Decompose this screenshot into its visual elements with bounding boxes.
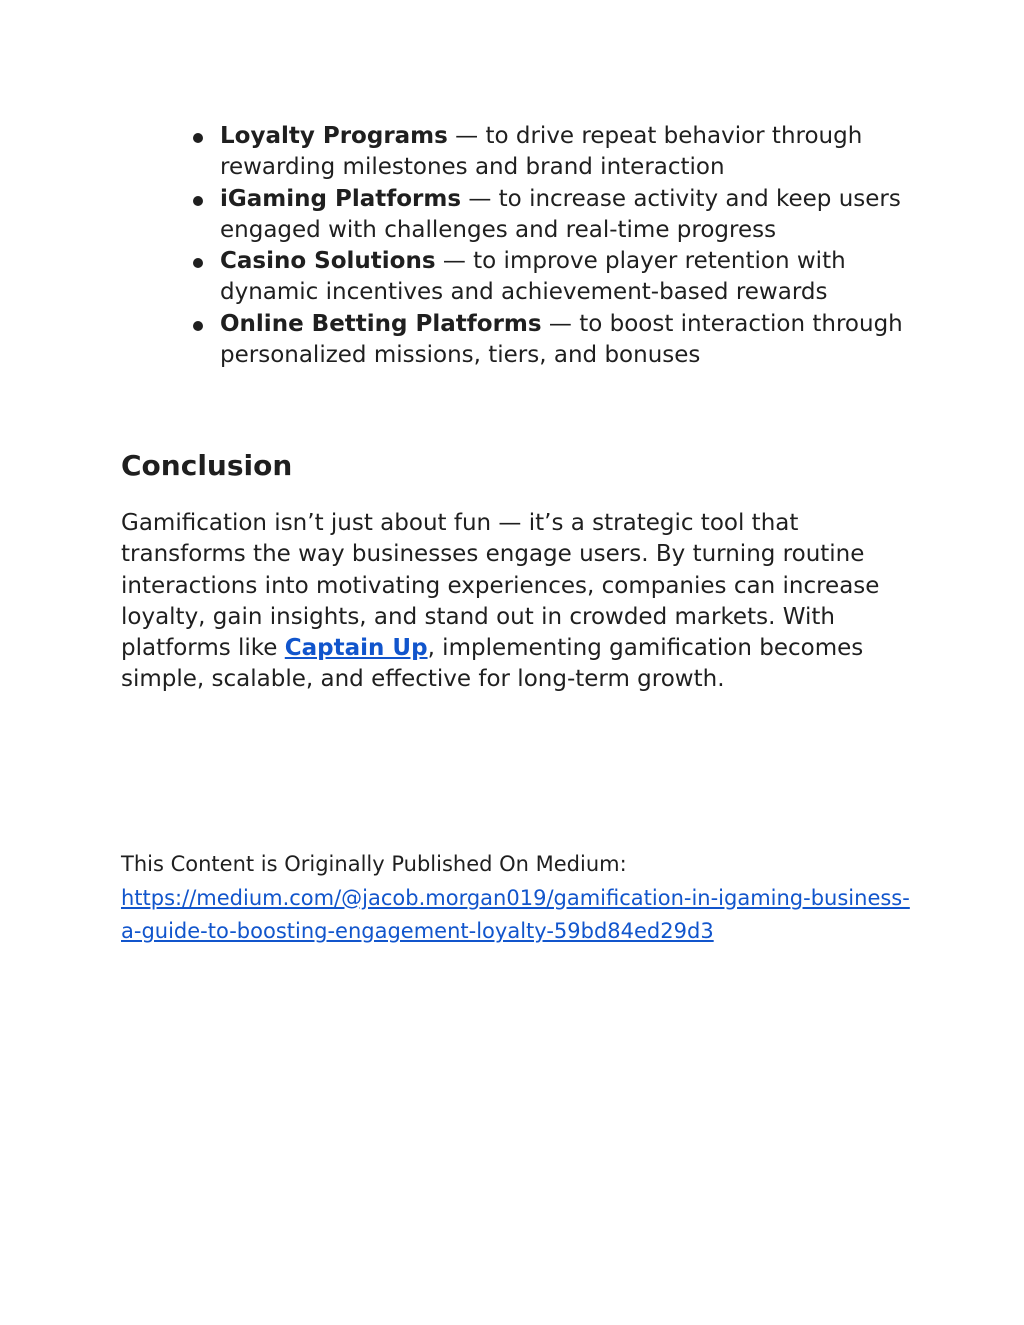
captain-up-link[interactable]: Captain Up (284, 635, 428, 662)
bullet-term: Online Betting Platforms (220, 310, 542, 337)
medium-article-link[interactable]: https://medium.com/@jacob.morgan019/gamification-in-igaming-business-a-guide-to-boosting-engagement-loyalty-59bd84ed29d3 (121, 885, 910, 943)
bullet-text: — to increase activity and keep users engaged with challenges and real-time progress (220, 185, 901, 243)
bullet-text: — to drive repeat behavior through rewarding milestones and brand interaction (220, 123, 863, 181)
source-label: This Content is Originally Published On Medium: (121, 852, 627, 876)
source-note (121, 848, 921, 949)
bullet-term: Casino Solutions (220, 248, 436, 275)
list-item (186, 309, 906, 372)
bullet-term: Loyalty Programs (220, 123, 448, 149)
list-item (186, 184, 906, 247)
bullet-term: iGaming Platforms (220, 185, 462, 212)
conclusion-text-before: Gamification isn’t just about fun — it’s a strategic tool that transforms the way businesses engage users. By turning routine interactions into motivating experiences, companies can increase loyalty, gain insights, and stand out in crowded markets. With platforms like (121, 510, 880, 662)
conclusion-text-after: , implementing gamification becomes simple, scalable, and effective for long-term growth. (121, 635, 864, 693)
conclusion-paragraph (121, 508, 921, 696)
use-case-list (186, 121, 906, 371)
conclusion-heading: Conclusion (121, 449, 293, 482)
bullet-text: — to boost interaction through personalized missions, tiers, and bonuses (220, 310, 903, 369)
list-item (186, 121, 906, 184)
list-item (186, 246, 906, 309)
bullet-text: — to improve player retention with dynamic incentives and achievement-based rewards (220, 248, 846, 306)
